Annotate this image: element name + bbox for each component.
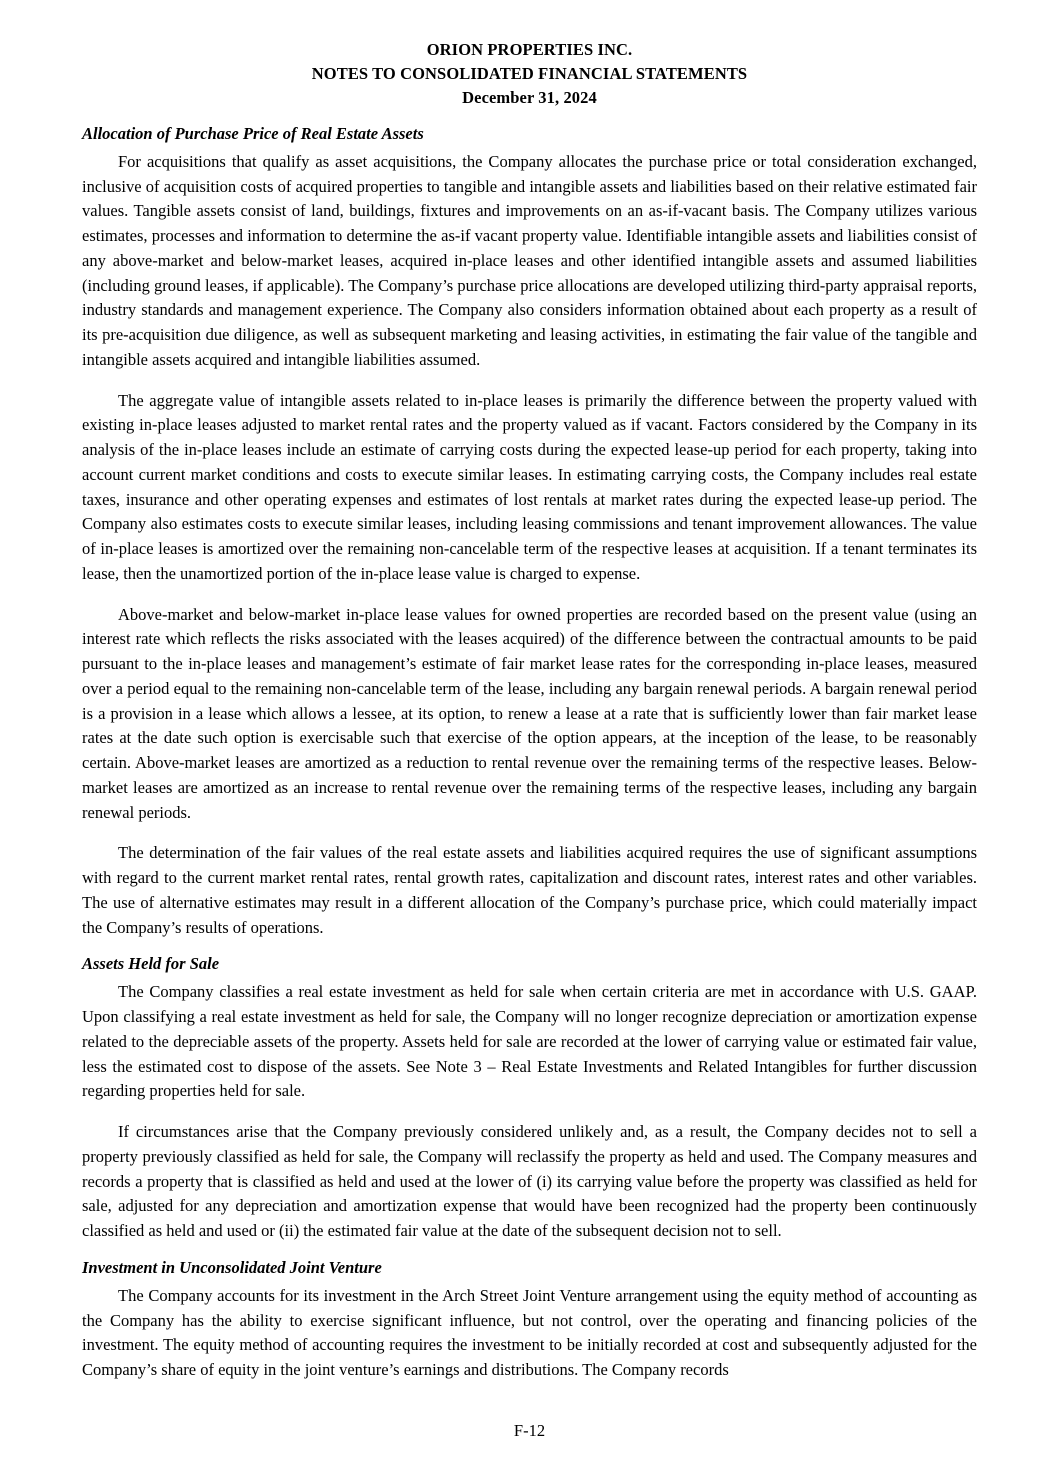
paragraph: The Company accounts for its investment in the Arch Street Joint Venture arrangement using the equity method of accounting as the Company has the ability to exercise significant influence, but not control, over the operating and financing policies of the investment. The equity method of accounting requires the investment to be initially recorded at cost and subsequently adjusted for the Company’s share of equity in the joint venture’s earnings and distributions. The Company records [82, 1285, 977, 1380]
section-allocation-of-purchase-price [82, 124, 977, 941]
paragraph: If circumstances arise that the Company previously considered unlikely and, as a result, the Company decides not to sell a property previously classified as held for sale, the Company will reclassify the property as held and used. The Company measures and records a property that is classified as held and used at the lower of (i) its carrying value before the property was classified as held for sale, adjusted for any depreciation and amortization expense that would have been recognized had the property been continuously classified as held and used or (ii) the estimated fair value at the date of the subsequent decision not to sell. [82, 1122, 977, 1241]
section-investment-in-unconsolidated-joint-venture [82, 1258, 977, 1383]
document-title: NOTES TO CONSOLIDATED FINANCIAL STATEMENTS [311, 63, 748, 83]
section-heading: Allocation of Purchase Price of Real Estate Assets [82, 123, 424, 143]
document-date: December 31, 2024 [462, 87, 597, 107]
page-number: F-12 [513, 1420, 546, 1440]
document-header [82, 38, 977, 110]
section-heading: Assets Held for Sale [82, 954, 220, 974]
company-name: ORION PROPERTIES INC. [426, 40, 633, 59]
section-heading: Investment in Unconsolidated Joint Venture [82, 1257, 382, 1277]
paragraph: The determination of the fair values of the real estate assets and liabilities acquired requires the use of significant assumptions with regard to the current market rental rates, rental growth rates, capitalization and discount rates, interest rates and other variables. The use of alternative estimates may result in a different allocation of the Company’s purchase price, which could materially impact the Company’s results of operations. [82, 843, 977, 937]
section-assets-held-for-sale [82, 954, 977, 1244]
paragraph: Above-market and below-market in-place lease values for owned properties are recorded based on the present value (using an interest rate which reflects the risks associated with the leases acquired) of the difference between the contractual amounts to be paid pursuant to the in-place leases and management’s estimate of fair market lease rates for the corresponding in-place leases, measured over a period equal to the remaining non-cancelable term of the lease, including any bargain renewal periods. A bargain renewal period is a provision in a lease which allows a lessee, at its option, to renew a lease at a rate that is sufficiently lower than fair market lease rates at the date such option is exercisable such that exercise of the option appears, at the inception of the lease, to be reasonably certain. Above-market leases are amortized as a reduction to rental revenue over the remaining terms of the respective leases. Below-market leases are amortized as an increase to rental revenue over the remaining terms of the respective leases, including any bargain renewal periods. [82, 604, 977, 822]
paragraph: The aggregate value of intangible assets related to in-place leases is primarily the difference between the property valued with existing in-place leases adjusted to market rental rates and the property valued as if vacant. Factors considered by the Company in its analysis of the in-place leases include an estimate of carrying costs during the expected lease-up period for each property, taking into account current market conditions and costs to execute similar leases. In estimating carrying costs, the Company includes real estate taxes, insurance and other operating expenses and estimates of lost rentals at market rates during the expected lease-up period. The Company also estimates costs to execute similar leases, including leasing commissions and tenant improvement allowances. The value of in-place leases is amortized over the remaining non-cancelable term of the respective leases at acquisition. If a tenant terminates its lease, then the unamortized portion of the in-place lease value is charged to expense. [82, 390, 977, 583]
paragraph: The Company classifies a real estate investment as held for sale when certain criteria are met in accordance with U.S. GAAP. Upon classifying a real estate investment as held for sale, the Company will no longer recognize depreciation or amortization expense related to the depreciable assets of the property. Assets held for sale are recorded at the lower of carrying value or estimated fair value, less the estimated cost to dispose of the assets. See Note 3 – Real Estate Investments and Related Intangibles for further discussion regarding properties held for sale. [82, 982, 977, 1101]
paragraph: For acquisitions that qualify as asset acquisitions, the Company allocates the purchase price or total consideration exchanged, inclusive of acquisition costs of acquired properties to tangible and intangible assets and liabilities based on their relative estimated fair values. Tangible assets consist of land, buildings, fixtures and improvements on an as-if-vacant basis. The Company utilizes various estimates, processes and information to determine the as-if vacant property value. Identifiable intangible assets and liabilities consist of any above-market and below-market leases, acquired in-place leases and other identified intangible assets and assumed liabilities (including ground leases, if applicable). The Company’s purchase price allocations are developed utilizing third-party appraisal reports, industry standards and management experience. The Company also considers information obtained about each property as a result of its pre-acquisition due diligence, as well as subsequent marketing and leasing activities, in estimating the fair value of the tangible and intangible assets acquired and intangible liabilities assumed. [82, 151, 977, 369]
